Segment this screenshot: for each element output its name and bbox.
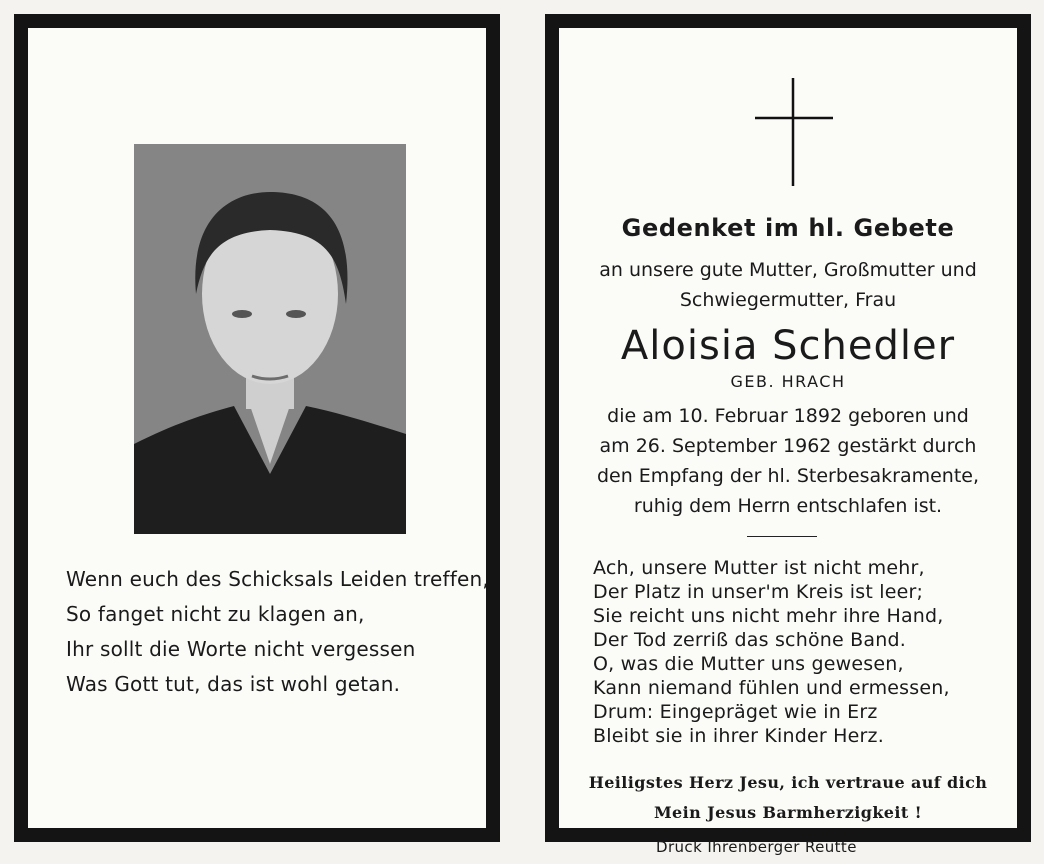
intro-line: an unsere gute Mutter, Großmutter und: [599, 259, 977, 281]
poem-line: Ach, unsere Mutter ist nicht mehr,: [593, 557, 925, 579]
prayer-text: [559, 768, 1017, 828]
deceased-name: Aloisia Schedler: [620, 323, 956, 369]
poem-line: Wenn euch des Schicksals Leiden treffen,: [66, 567, 489, 591]
dates-line: am 26. September 1962 gestärkt durch: [599, 435, 977, 457]
heading: Gedenket im hl. Gebete: [621, 214, 955, 242]
poem-line: Kann niemand fühlen und ermessen,: [593, 677, 950, 699]
poem-line: Der Tod zerriß das schöne Band.: [593, 629, 906, 651]
poem-line: Der Platz in unser'm Kreis ist leer;: [593, 581, 924, 603]
poem-line: Drum: Eingepräget wie in Erz: [593, 701, 878, 723]
prayer-line: Mein Jesus Barmherzigkeit !: [653, 803, 923, 822]
left-poem: [66, 562, 489, 702]
prayer-line: Heiligstes Herz Jesu, ich vertraue auf dich: [588, 773, 988, 792]
portrait-photo: [134, 144, 406, 534]
poem-line: Was Gott tut, das ist wohl getan.: [66, 672, 401, 696]
divider: [747, 536, 817, 537]
dates-line: die am 10. Februar 1892 geboren und: [607, 405, 969, 427]
portrait-photo-icon: [134, 144, 406, 534]
poem-line: Bleibt sie in ihrer Kinder Herz.: [593, 725, 884, 747]
intro-text: [559, 255, 1017, 315]
right-poem: [593, 556, 993, 748]
poem-line: Ihr sollt die Worte nicht vergessen: [66, 637, 416, 661]
cross-icon: [755, 78, 835, 188]
dates-line: den Empfang der hl. Sterbesakramente,: [596, 465, 980, 487]
printer-credit: Druck Ihrenberger Reutte: [656, 838, 857, 856]
intro-line: Schwiegermutter, Frau: [679, 289, 897, 311]
dates-line: ruhig dem Herrn entschlafen ist.: [633, 495, 943, 517]
maiden-name: GEB. HRACH: [730, 372, 846, 391]
dates-text: [559, 401, 1017, 521]
poem-line: Sie reicht uns nicht mehr ihre Hand,: [593, 605, 944, 627]
poem-line: So fanget nicht zu klagen an,: [66, 602, 365, 626]
poem-line: O, was die Mutter uns gewesen,: [593, 653, 904, 675]
left-card: [14, 14, 500, 842]
right-card: [545, 14, 1031, 842]
